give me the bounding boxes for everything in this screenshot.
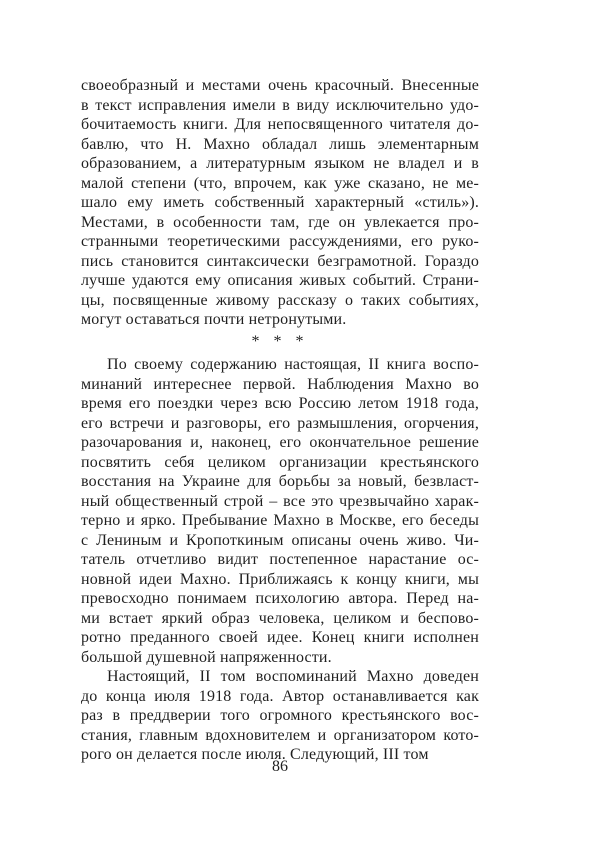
text-line: стания, главным вдохновителем и организатором кото- [81,726,479,744]
text-line: восстания на Украине для борьбы за новый, безвласт- [81,473,479,490]
section-separator: * * * [251,332,309,350]
text-line: ный общественный строй – все это чрезвычайно харак- [81,492,479,510]
text-line: до конца июля 1918 года. Автор останавливается как [81,687,479,705]
text-line: посвятить себя целиком организации крестьянского [81,453,479,471]
text-line: ми встает яркий образ человека, целиком и беспово- [81,609,479,627]
text-line: в текст исправления имели в виду исключительно удо- [81,96,479,114]
paragraph [81,355,479,667]
text-line: татель отчетливо видит постепенное нарастание ос- [81,551,479,568]
text-line: Настоящий, II том воспоминаний Махно доведен [107,668,479,685]
text-line: ротно преданного своей идее. Конец книги исполнен [81,629,479,646]
text-block [81,76,479,765]
text-line: раз в преддверии того огромного крестьянского вос- [81,707,479,724]
text-line: с Лениным и Кропоткиным описаны очень живо. Чи- [81,531,479,549]
text-line: образованием, а литературным языком не владел и в [81,155,479,172]
text-line: лучше удаются ему описания живых событий. Страни- [81,272,479,289]
text-line: большой душевной напряженности. [81,648,332,666]
text-line: минаний интереснее первой. Наблюдения Махно во [81,375,479,393]
text-line: бочитаемость книги. Для непосвященного читателя до- [81,116,479,133]
text-line: бавлю, что Н. Махно обладал лишь элементарным [81,135,479,153]
text-line: могут оставаться почти нетронутыми. [81,311,347,328]
text-line: рого он делается после июля. Следующий, III том [81,746,429,763]
text-line: малой степени (что, впрочем, как уже сказано, не ме- [81,174,479,192]
text-line: новной идеи Махно. Приближаясь к концу книги, мы [81,570,479,588]
page-number: 86 [272,758,288,775]
text-line: странными теоретическими рассуждениями, его руко- [81,233,479,250]
text-line: время его поездки через всю Россию летом 1918 года, [81,395,479,412]
text-line: пись становится синтаксически безграмотной. Гораздо [81,252,479,270]
text-line: По своему содержанию настоящая, II книга воспо- [107,356,479,373]
text-line: Местами, в особенности там, где он увлекается про- [81,213,479,231]
text-line: своеобразный и местами очень красочный. Внесенные [81,77,479,94]
text-line: терно и ярко. Пребывание Махно в Москве, его беседы [81,512,479,529]
page-footer [81,758,479,776]
text-line: цы, посвященные живому рассказу о таких событиях, [81,291,479,309]
text-line: превосходно понимаем психологию автора. Перед на- [81,590,479,607]
text-line: шало ему иметь собственный характерный «стиль»). [81,194,479,211]
paragraph [81,76,479,330]
text-line: его встречи и разговоры, его размышления, огорчения, [81,414,479,432]
text-line: разочарования и, наконец, его окончательное решение [81,434,479,451]
paragraph [81,667,479,765]
